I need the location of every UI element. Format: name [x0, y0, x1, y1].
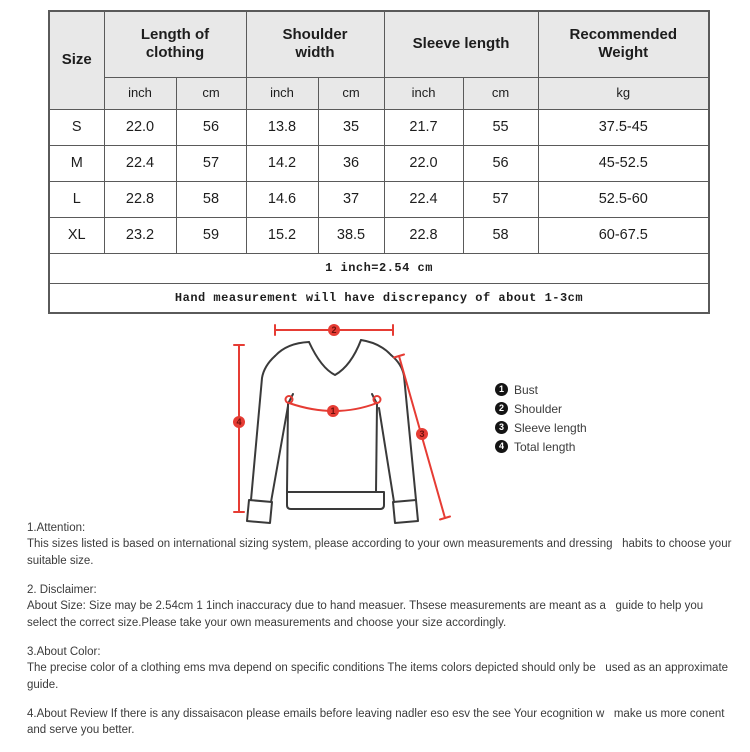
- section-about-color: [27, 644, 733, 693]
- cell-length-cm: 59: [176, 217, 246, 253]
- total-length-marker-number: 4: [236, 417, 242, 428]
- unit-shoulder-cm: cm: [318, 77, 384, 109]
- table-note-row: [49, 283, 709, 313]
- shoulder-marker-number: 2: [331, 325, 337, 336]
- legend-label: Shoulder: [514, 401, 563, 416]
- measurement-lines: [234, 325, 450, 520]
- table-note-row: [49, 253, 709, 283]
- legend-item-bust: [495, 380, 587, 399]
- cell-shoulder-inch: 14.6: [246, 181, 318, 217]
- sleeve-marker-number: 3: [419, 429, 425, 440]
- cell-shoulder-cm: 35: [318, 109, 384, 145]
- column-header-length: Length of clothing: [104, 11, 246, 77]
- legend-number-badge: 2: [495, 402, 508, 415]
- legend-label: Bust: [514, 382, 539, 397]
- cell-length-inch: 22.0: [104, 109, 176, 145]
- unit-length-cm: cm: [176, 77, 246, 109]
- cell-sleeve-inch: 22.4: [384, 181, 463, 217]
- cell-shoulder-inch: 13.8: [246, 109, 318, 145]
- column-header-weight: Recommended Weight: [538, 11, 709, 77]
- cell-weight: 45-52.5: [538, 145, 709, 181]
- cell-length-cm: 57: [176, 145, 246, 181]
- cell-sleeve-cm: 56: [463, 145, 538, 181]
- table-row-size-m: [49, 145, 709, 181]
- section-body: The precise color of a clothing ems mva depend on specific conditions The items colors depicted should only be used as an approximate guide.: [27, 662, 732, 691]
- cell-shoulder-cm: 36: [318, 145, 384, 181]
- legend-label: Sleeve length: [514, 420, 587, 435]
- legend-item-shoulder: [495, 399, 587, 418]
- size-chart-table: [48, 10, 710, 314]
- cell-weight: 60-67.5: [538, 217, 709, 253]
- section-body: 4.About Review If there is any dissaisacon please emails before leaving nadler eso esv the see Your ecognition w make us more conent and serve you better.: [27, 707, 728, 737]
- section-disclaimer: [27, 582, 733, 631]
- column-header-shoulder: Shoulder width: [246, 11, 384, 77]
- note-measurement-discrepancy: Hand measurement will have discrepancy of about 1-3cm: [49, 283, 709, 313]
- unit-sleeve-inch: inch: [384, 77, 463, 109]
- cell-sleeve-inch: 22.0: [384, 145, 463, 181]
- cell-length-cm: 58: [176, 181, 246, 217]
- cell-shoulder-inch: 15.2: [246, 217, 318, 253]
- section-about-review: [27, 706, 733, 739]
- sweater-outline: [247, 340, 418, 523]
- cell-size: XL: [49, 217, 104, 253]
- cell-length-inch: 22.4: [104, 145, 176, 181]
- sweater-measurement-diagram: [225, 316, 485, 528]
- cell-shoulder-cm: 37: [318, 181, 384, 217]
- unit-length-inch: inch: [104, 77, 176, 109]
- unit-sleeve-cm: cm: [463, 77, 538, 109]
- section-body: About Size: Size may be 2.54cm 1 1inch inaccuracy due to hand measuer. Thsese measurements are meant as a guide to help you select the correct size.Please take your own measurements and choose your size accordingly.: [27, 600, 707, 629]
- unit-shoulder-inch: inch: [246, 77, 318, 109]
- diagram-legend: [495, 380, 587, 456]
- legend-number-badge: 1: [495, 383, 508, 396]
- cell-sleeve-cm: 57: [463, 181, 538, 217]
- table-row-size-l: [49, 181, 709, 217]
- section-body: This sizes listed is based on international sizing system, please according to your own measurements and dressing habits to choose your suitable size.: [27, 538, 735, 567]
- bust-marker-number: 1: [330, 406, 336, 417]
- cell-sleeve-inch: 22.8: [384, 217, 463, 253]
- cell-weight: 52.5-60: [538, 181, 709, 217]
- table-row-size-xl: [49, 217, 709, 253]
- cell-size: M: [49, 145, 104, 181]
- cell-shoulder-cm: 38.5: [318, 217, 384, 253]
- cell-sleeve-cm: 58: [463, 217, 538, 253]
- cell-weight: 37.5-45: [538, 109, 709, 145]
- section-attention: [27, 520, 733, 569]
- legend-number-badge: 4: [495, 440, 508, 453]
- legend-label: Total length: [514, 439, 576, 454]
- column-header-size: Size: [49, 11, 104, 109]
- cell-length-inch: 22.8: [104, 181, 176, 217]
- note-inch-conversion: 1 inch=2.54 cm: [49, 253, 709, 283]
- notes-sections: [27, 520, 733, 752]
- unit-weight-kg: kg: [538, 77, 709, 109]
- legend-item-total-length: [495, 437, 587, 456]
- cell-shoulder-inch: 14.2: [246, 145, 318, 181]
- sweater-diagram-svg: [225, 316, 485, 528]
- section-heading: 1.Attention:: [27, 522, 86, 534]
- cell-sleeve-cm: 55: [463, 109, 538, 145]
- cell-length-cm: 56: [176, 109, 246, 145]
- column-header-sleeve: Sleeve length: [384, 11, 538, 77]
- cell-size: S: [49, 109, 104, 145]
- cell-size: L: [49, 181, 104, 217]
- section-heading: 2. Disclaimer:: [27, 583, 97, 596]
- legend-number-badge: 3: [495, 421, 508, 434]
- legend-item-sleeve-length: [495, 418, 587, 437]
- cell-sleeve-inch: 21.7: [384, 109, 463, 145]
- table-row-size-s: [49, 109, 709, 145]
- section-heading: 3.About Color:: [27, 645, 101, 658]
- cell-length-inch: 23.2: [104, 217, 176, 253]
